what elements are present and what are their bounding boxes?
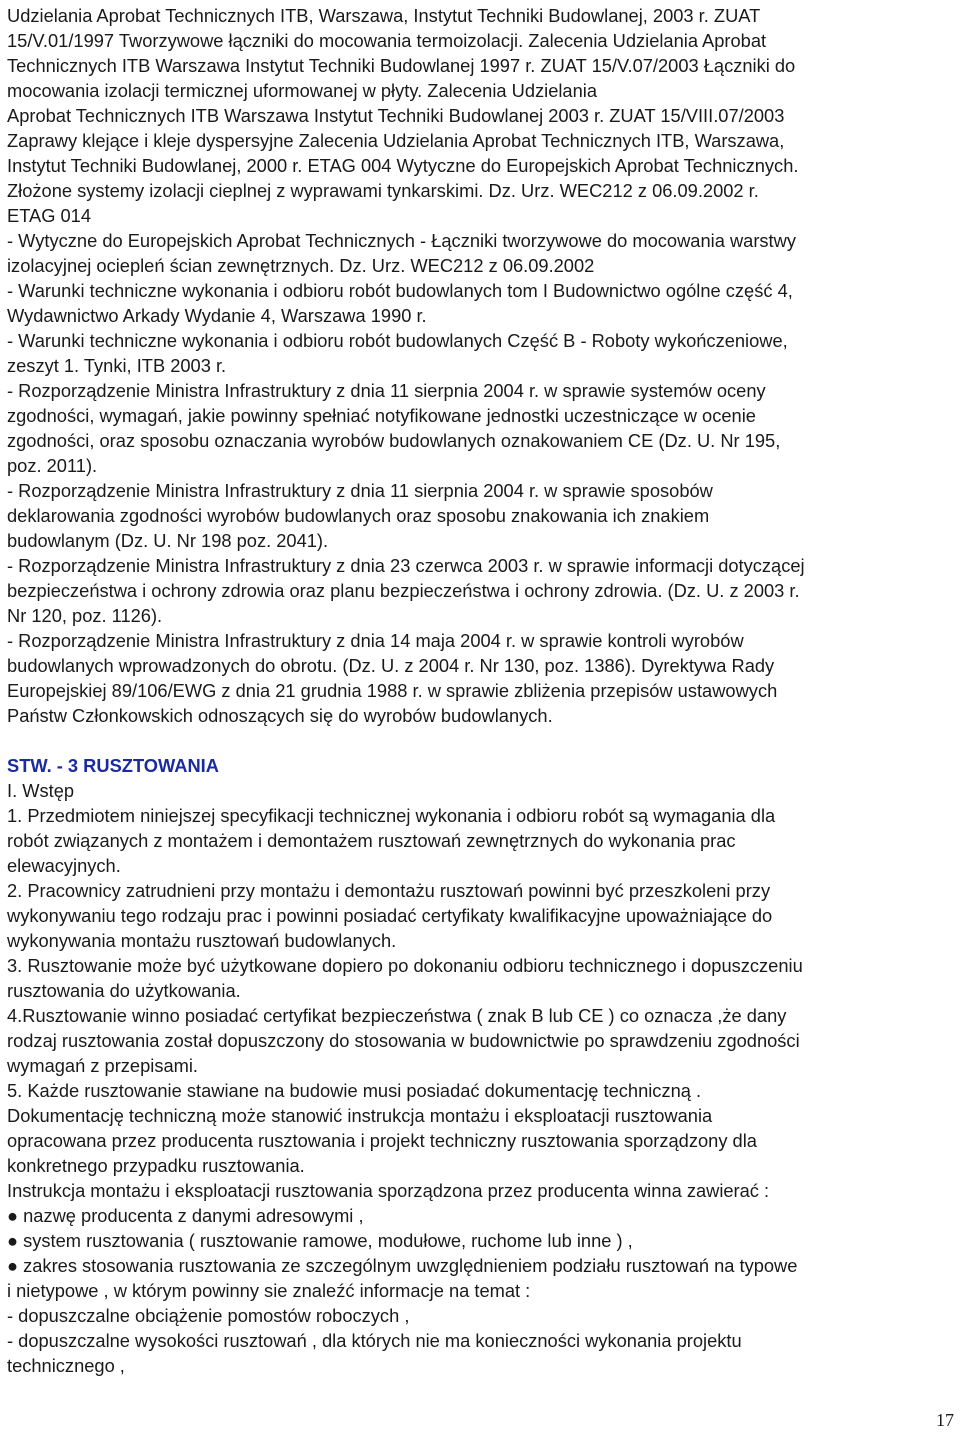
text-line: rusztowania do użytkowania.: [7, 980, 241, 1001]
text-line: - Rozporządzenie Ministra Infrastruktury z dnia 11 sierpnia 2004 r. w sprawie sposobów: [7, 480, 713, 501]
text-line: - dopuszczalne obciążenie pomostów roboczych ,: [7, 1305, 410, 1326]
text-line: - Wytyczne do Europejskich Aprobat Technicznych - Łączniki tworzywowe do mocowania warstwy: [7, 230, 796, 251]
text-line: Zaprawy klejące i kleje dyspersyjne Zalecenia Udzielania Aprobat Technicznych ITB, Warszawa,: [7, 130, 785, 151]
text-line: budowlanym (Dz. U. Nr 198 poz. 2041).: [7, 530, 329, 551]
text-line: bezpieczeństwa i ochrony zdrowia oraz planu bezpieczeństwa i ochrony zdrowia. (Dz. U. z 2003 r.: [7, 580, 800, 601]
section-heading: STW. - 3 RUSZTOWANIA: [7, 755, 219, 776]
text-line: wykonywania montażu rusztowań budowlanych.: [7, 930, 397, 951]
text-line: Technicznych ITB Warszawa Instytut Techniki Budowlanej 1997 r. ZUAT 15/V.07/2003 Łączniki do: [7, 55, 796, 76]
text-line: deklarowania zgodności wyrobów budowlanych oraz sposobu znakowania ich znakiem: [7, 505, 710, 526]
text-line: - Rozporządzenie Ministra Infrastruktury z dnia 11 sierpnia 2004 r. w sprawie systemów oceny: [7, 380, 766, 401]
text-line: konkretnego przypadku rusztowania.: [7, 1155, 305, 1176]
text-line: 4.Rusztowanie winno posiadać certyfikat bezpieczeństwa ( znak B lub CE ) co oznacza ,że dany: [7, 1005, 787, 1026]
text-line: - dopuszczalne wysokości rusztowań , dla których nie ma konieczności wykonania projektu: [7, 1330, 742, 1351]
text-line: elewacyjnych.: [7, 855, 121, 876]
text-line: opracowana przez producenta rusztowania i projekt techniczny rusztowania sporządzony dla: [7, 1130, 757, 1151]
text-line: - Warunki techniczne wykonania i odbioru robót budowlanych tom I Budownictwo ogólne część 4,: [7, 280, 793, 301]
text-line: 2. Pracownicy zatrudnieni przy montażu i demontażu rusztowań powinni być przeszkoleni przy: [7, 880, 771, 901]
text-line: Instytut Techniki Budowlanej, 2000 r. ETAG 004 Wytyczne do Europejskich Aprobat Technicznych.: [7, 155, 799, 176]
text-line: Dokumentację techniczną może stanowić instrukcja montażu i eksploatacji rusztowania: [7, 1105, 713, 1126]
references-text: [7, 3, 952, 728]
section-body-text: [7, 778, 952, 1378]
text-line: technicznego ,: [7, 1355, 125, 1376]
text-line: mocowania izolacji termicznej uformowanej w płyty. Zalecenia Udzielania: [7, 80, 597, 101]
text-line: 1. Przedmiotem niniejszej specyfikacji technicznej wykonania i odbioru robót są wymagania dla: [7, 805, 776, 826]
text-line: wymagań z przepisami.: [7, 1055, 199, 1076]
text-line: ETAG 014: [7, 205, 91, 226]
text-line: rodzaj rusztowania został dopuszczony do stosowania w budownictwie po sprawdzeniu zgodności: [7, 1030, 800, 1051]
text-line: - Rozporządzenie Ministra Infrastruktury z dnia 23 czerwca 2003 r. w sprawie informacji dotyczącej: [7, 555, 805, 576]
text-line: 3. Rusztowanie może być użytkowane dopiero po dokonaniu odbioru technicznego i dopuszczeniu: [7, 955, 803, 976]
text-line: Złożone systemy izolacji cieplnej z wyprawami tynkarskimi. Dz. Urz. WEC212 z 06.09.2002 r.: [7, 180, 759, 201]
text-line: 15/V.01/1997 Tworzywowe łączniki do mocowania termoizolacji. Zalecenia Udzielania Aprobat: [7, 30, 767, 51]
text-line: wykonywaniu tego rodzaju prac i powinni posiadać certyfikaty kwalifikacyjne upoważniające do: [7, 905, 773, 926]
text-line: zgodności, wymagań, jakie powinny spełniać notyfikowane jednostki uczestniczące w ocenie: [7, 405, 756, 426]
text-line: - Rozporządzenie Ministra Infrastruktury z dnia 14 maja 2004 r. w sprawie kontroli wyrobów: [7, 630, 744, 651]
text-line: Instrukcja montażu i eksploatacji rusztowania sporządzona przez producenta winna zawierać :: [7, 1180, 770, 1201]
text-line: Aprobat Technicznych ITB Warszawa Instytut Techniki Budowlanej 2003 r. ZUAT 15/VIII.07/2003: [7, 105, 785, 126]
text-line: Europejskiej 89/106/EWG z dnia 21 grudnia 1988 r. w sprawie zbliżenia przepisów ustawowych: [7, 680, 778, 701]
document-page: [7, 3, 952, 1378]
text-line: zeszyt 1. Tynki, ITB 2003 r.: [7, 355, 227, 376]
page-number: 17: [936, 1410, 954, 1430]
text-line: Nr 120, poz. 1126).: [7, 605, 163, 626]
text-line: I. Wstęp: [7, 780, 75, 801]
text-line: ● zakres stosowania rusztowania ze szczególnym uwzględnieniem podziału rusztowań na typowe: [7, 1255, 798, 1276]
text-line: budowlanych wprowadzonych do obrotu. (Dz. U. z 2004 r. Nr 130, poz. 1386). Dyrektywa Rady: [7, 655, 775, 676]
text-line: i nietypowe , w którym powinny sie znaleźć informacje na temat :: [7, 1280, 531, 1301]
text-line: - Warunki techniczne wykonania i odbioru robót budowlanych Część B - Roboty wykończeniowe,: [7, 330, 788, 351]
text-line: Wydawnictwo Arkady Wydanie 4, Warszawa 1990 r.: [7, 305, 427, 326]
text-line: robót związanych z montażem i demontażem rusztowań zewnętrznych do wykonania prac: [7, 830, 736, 851]
text-line: 5. Każde rusztowanie stawiane na budowie musi posiadać dokumentację techniczną .: [7, 1080, 702, 1101]
text-line: Udzielania Aprobat Technicznych ITB, Warszawa, Instytut Techniki Budowlanej, 2003 r. ZUAT: [7, 5, 761, 26]
text-line: ● system rusztowania ( rusztowanie ramowe, modułowe, ruchome lub inne ) ,: [7, 1230, 633, 1251]
text-line: zgodności, oraz sposobu oznaczania wyrobów budowlanych oznakowaniem CE (Dz. U. Nr 195,: [7, 430, 781, 451]
text-line: izolacyjnej ociepleń ścian zewnętrznych. Dz. Urz. WEC212 z 06.09.2002: [7, 255, 595, 276]
blank-line: [7, 728, 952, 753]
text-line: Państw Członkowskich odnoszących się do wyrobów budowlanych.: [7, 705, 553, 726]
text-line: ● nazwę producenta z danymi adresowymi ,: [7, 1205, 364, 1226]
text-line: poz. 2011).: [7, 455, 98, 476]
